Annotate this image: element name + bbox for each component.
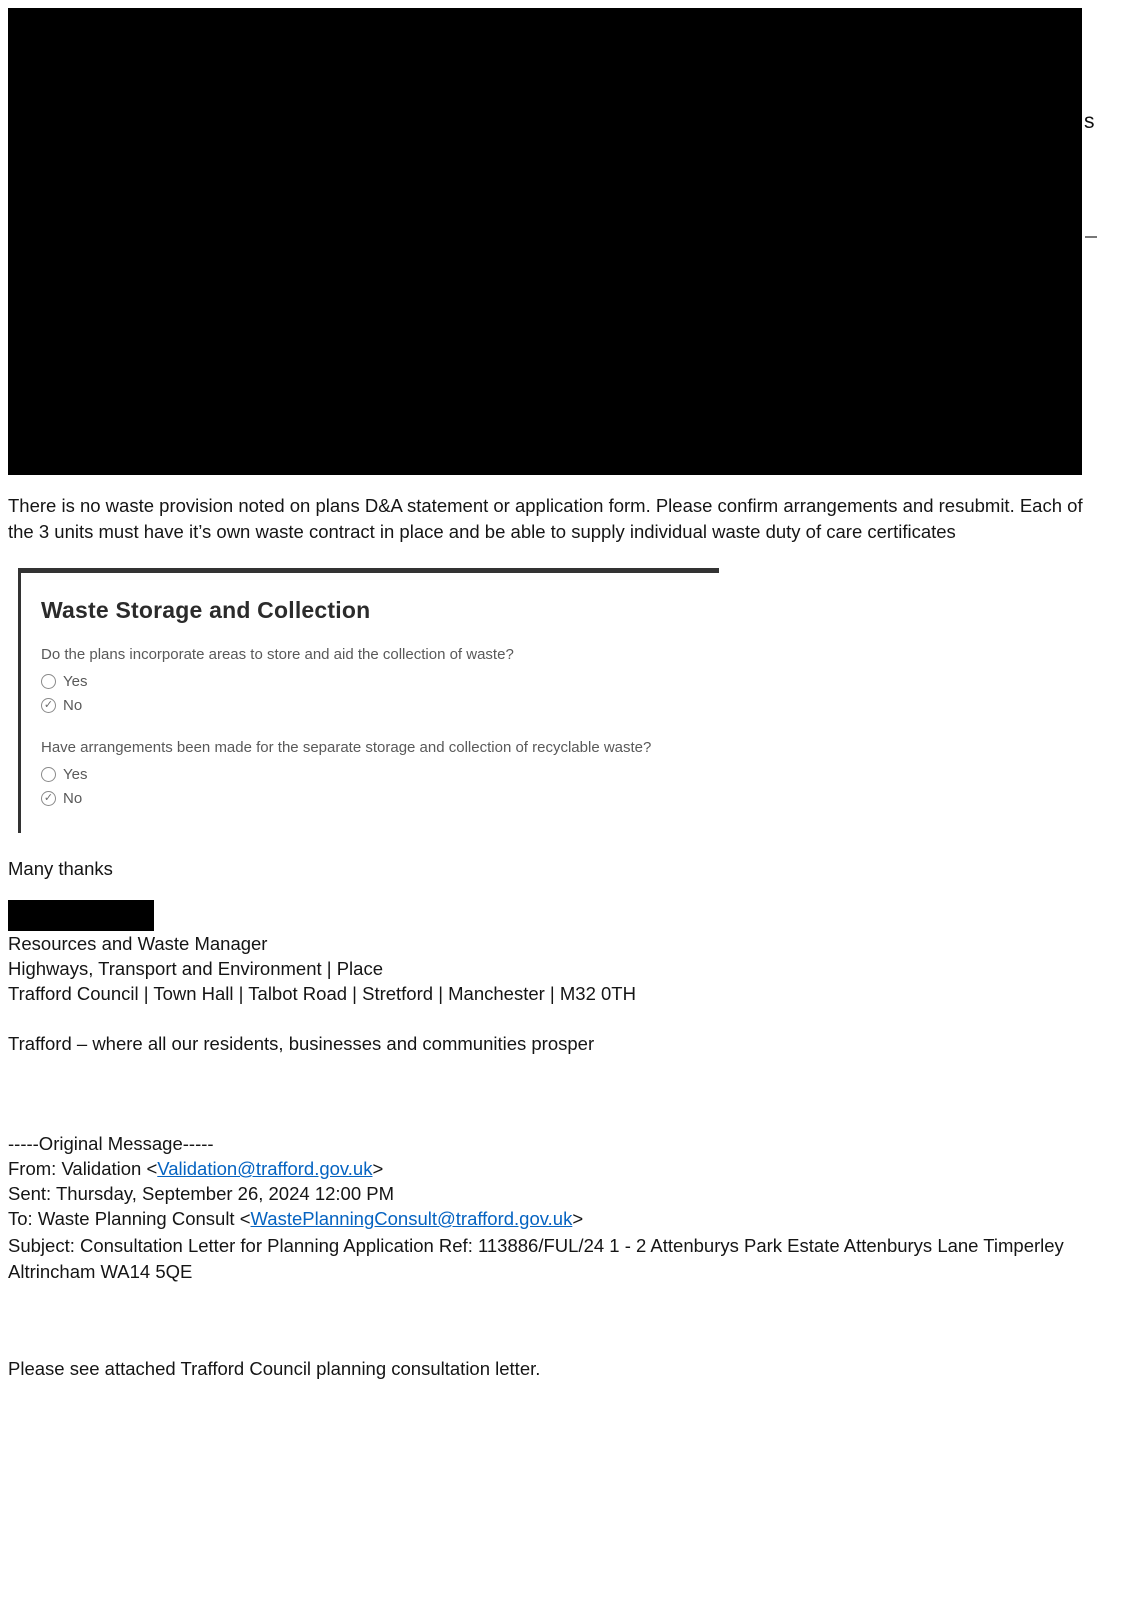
radio-option-q1-no <box>41 697 719 714</box>
radio-glyph: ✓ <box>43 699 54 711</box>
to-suffix: > <box>572 1208 584 1229</box>
radio-label: No <box>63 697 83 714</box>
from-line <box>8 1158 383 1180</box>
radio-option-q2-yes <box>41 766 719 783</box>
radio-unchecked-icon <box>41 767 56 782</box>
stray-character: s <box>1084 110 1095 133</box>
original-message-separator: -----Original Message----- <box>8 1133 214 1154</box>
radio-option-q1-yes <box>41 673 719 690</box>
signature-role: Resources and Waste Manager <box>8 933 268 954</box>
signature-address: Trafford Council | Town Hall | Talbot Road | Stretford | Manchester | M32 0TH <box>8 983 636 1004</box>
embedded-form-screenshot <box>18 568 719 833</box>
radio-glyph: ✓ <box>43 792 54 804</box>
from-email-link[interactable]: Validation@trafford.gov.uk <box>157 1158 373 1179</box>
radio-option-q2-no <box>41 790 719 807</box>
to-line <box>8 1208 583 1230</box>
subject-line: Subject: Consultation Letter for Planning Application Ref: 113886/FUL/24 1 - 2 Attenburys Park Estate Attenburys Lane Timperley Altrincham WA14 5QE <box>8 1235 1064 1282</box>
radio-checked-icon <box>41 698 56 713</box>
signature-tagline: Trafford – where all our residents, businesses and communities prosper <box>8 1033 595 1054</box>
redaction-edge-notch <box>1085 236 1097 276</box>
sent-line: Sent: Thursday, September 26, 2024 12:00 PM <box>8 1183 394 1204</box>
from-label: From: Validation < <box>8 1158 158 1179</box>
from-suffix: > <box>372 1158 384 1179</box>
radio-unchecked-icon <box>41 674 56 689</box>
body-paragraph: There is no waste provision noted on plans D&A statement or application form. Please confirm arrangements and resubmit. Each of the 3 units must have it’s own waste contract in place and be able to supply individual waste duty of care certificates <box>8 495 1083 542</box>
radio-label: Yes <box>63 766 88 783</box>
redaction-block-header <box>8 8 1082 475</box>
closing-text: Many thanks <box>8 858 113 879</box>
to-email-link[interactable]: WastePlanningConsult@trafford.gov.uk <box>250 1208 573 1229</box>
radio-label: No <box>63 790 83 807</box>
signature-department: Highways, Transport and Environment | Place <box>8 958 383 979</box>
to-label: To: Waste Planning Consult < <box>8 1208 251 1229</box>
form-question-1: Do the plans incorporate areas to store and aid the collection of waste? <box>41 646 514 663</box>
attachment-note: Please see attached Trafford Council planning consultation letter. <box>8 1358 541 1379</box>
form-title: Waste Storage and Collection <box>41 597 371 623</box>
redaction-block-name <box>8 900 154 931</box>
radio-label: Yes <box>63 673 88 690</box>
radio-checked-icon <box>41 791 56 806</box>
form-question-2: Have arrangements been made for the separate storage and collection of recyclable waste? <box>41 739 652 756</box>
